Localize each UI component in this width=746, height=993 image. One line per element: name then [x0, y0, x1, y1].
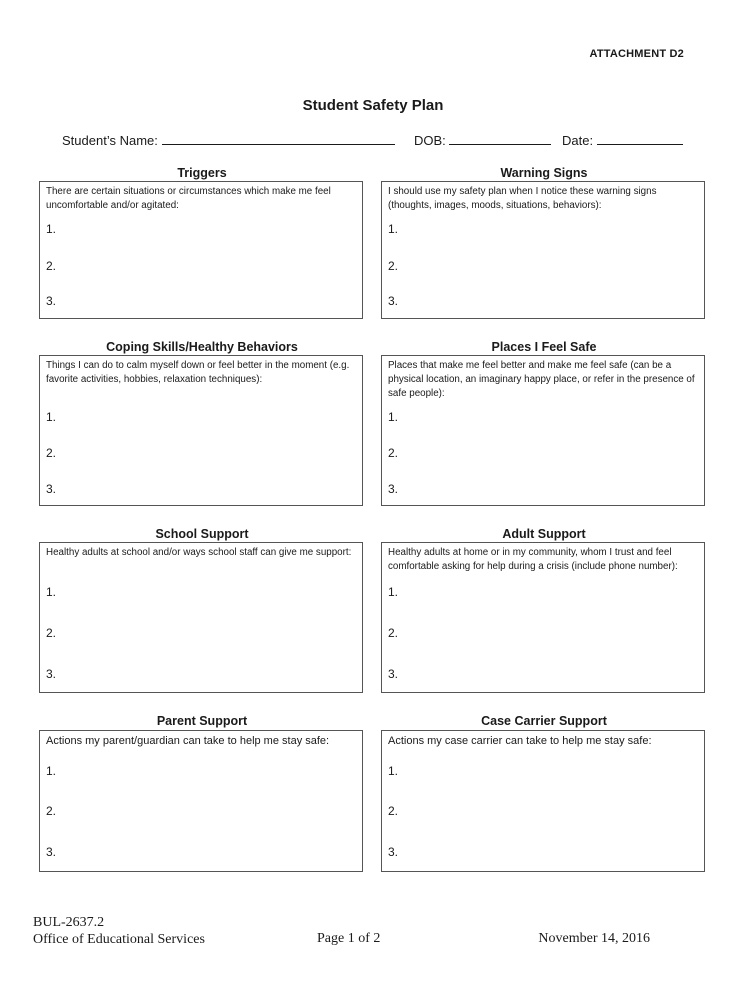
list-item[interactable]: 2. [46, 804, 57, 818]
section-description: Things I can do to calm myself down or feel better in the moment (e.g. favorite activities, hobbies, relaxation techniques): [46, 360, 350, 385]
attachment-label: ATTACHMENT D2 [589, 48, 684, 60]
section-title-triggers: Triggers [177, 166, 227, 180]
bulletin-code: BUL-2637.2 [33, 915, 105, 930]
student-name-line[interactable] [162, 131, 395, 145]
section-description: Actions my case carrier can take to help me stay safe: [388, 735, 652, 747]
section-title-school-support: School Support [155, 527, 249, 541]
section-title-case-carrier-support: Case Carrier Support [481, 714, 607, 728]
dob-field[interactable] [414, 131, 551, 148]
section-title-adult-support: Adult Support [502, 527, 586, 541]
list-item[interactable]: 2. [388, 626, 399, 640]
section-title-places-safe: Places I Feel Safe [491, 340, 597, 354]
section-title-warning-signs: Warning Signs [500, 166, 588, 180]
section-description: Places that make me feel better and make me feel safe (can be a physical location, an imaginary happy place, or refer in the presence of safe people): [388, 360, 695, 399]
date-field[interactable] [562, 131, 683, 148]
student-name-field[interactable] [62, 131, 395, 148]
section-description: Actions my parent/guardian can take to help me stay safe: [46, 735, 330, 747]
list-item[interactable]: 3. [388, 667, 399, 681]
list-item[interactable]: 2. [46, 446, 57, 460]
section-description: There are certain situations or circumstances which make me feel uncomfortable and/or agitated: [46, 186, 331, 211]
list-item[interactable]: 3. [388, 845, 399, 859]
list-item[interactable]: 3. [388, 294, 399, 308]
list-item[interactable]: 3. [46, 845, 57, 859]
list-item[interactable]: 3. [46, 294, 57, 308]
list-item[interactable]: 2. [388, 446, 399, 460]
section-description: Healthy adults at school and/or ways school staff can give me support: [46, 547, 352, 558]
form-title: Student Safety Plan [302, 97, 444, 114]
footer-date: November 14, 2016 [538, 931, 650, 946]
list-item[interactable]: 1. [46, 410, 57, 424]
list-item[interactable]: 2. [46, 626, 57, 640]
list-item[interactable]: 1. [46, 222, 57, 236]
section-description: I should use my safety plan when I notice these warning signs (thoughts, images, moods, situations, behaviors): [388, 186, 657, 211]
list-item[interactable]: 3. [46, 667, 57, 681]
student-name-label: Student’s Name: [62, 133, 158, 148]
list-item[interactable]: 3. [46, 482, 57, 496]
footer-left [33, 914, 205, 948]
list-item[interactable]: 3. [388, 482, 399, 496]
office-name: Office of Educational Services [33, 932, 205, 947]
date-label: Date: [562, 133, 594, 148]
section-description: Healthy adults at home or in my community, whom I trust and feel comfortable asking for help during a crisis (include phone number): [388, 547, 678, 572]
list-item[interactable]: 2. [46, 259, 57, 273]
list-item[interactable]: 1. [388, 764, 399, 778]
section-title-parent-support: Parent Support [156, 714, 248, 728]
coping-skills-box[interactable] [39, 355, 363, 506]
list-item[interactable]: 2. [388, 804, 399, 818]
places-safe-box[interactable] [381, 355, 705, 506]
section-title-coping-skills: Coping Skills/Healthy Behaviors [106, 340, 298, 354]
school-support-box[interactable] [39, 542, 363, 693]
triggers-box[interactable] [39, 181, 363, 319]
list-item[interactable]: 1. [388, 410, 399, 424]
list-item[interactable]: 1. [388, 222, 399, 236]
list-item[interactable]: 2. [388, 259, 399, 273]
dob-line[interactable] [449, 131, 551, 145]
page-number: Page 1 of 2 [317, 931, 381, 946]
date-line[interactable] [597, 131, 683, 145]
parent-support-box[interactable] [39, 730, 363, 872]
warning-signs-box[interactable] [381, 181, 705, 319]
adult-support-box[interactable] [381, 542, 705, 693]
list-item[interactable]: 1. [46, 585, 57, 599]
case-carrier-support-box[interactable] [381, 730, 705, 872]
list-item[interactable]: 1. [46, 764, 57, 778]
list-item[interactable]: 1. [388, 585, 399, 599]
dob-label: DOB: [414, 133, 446, 148]
